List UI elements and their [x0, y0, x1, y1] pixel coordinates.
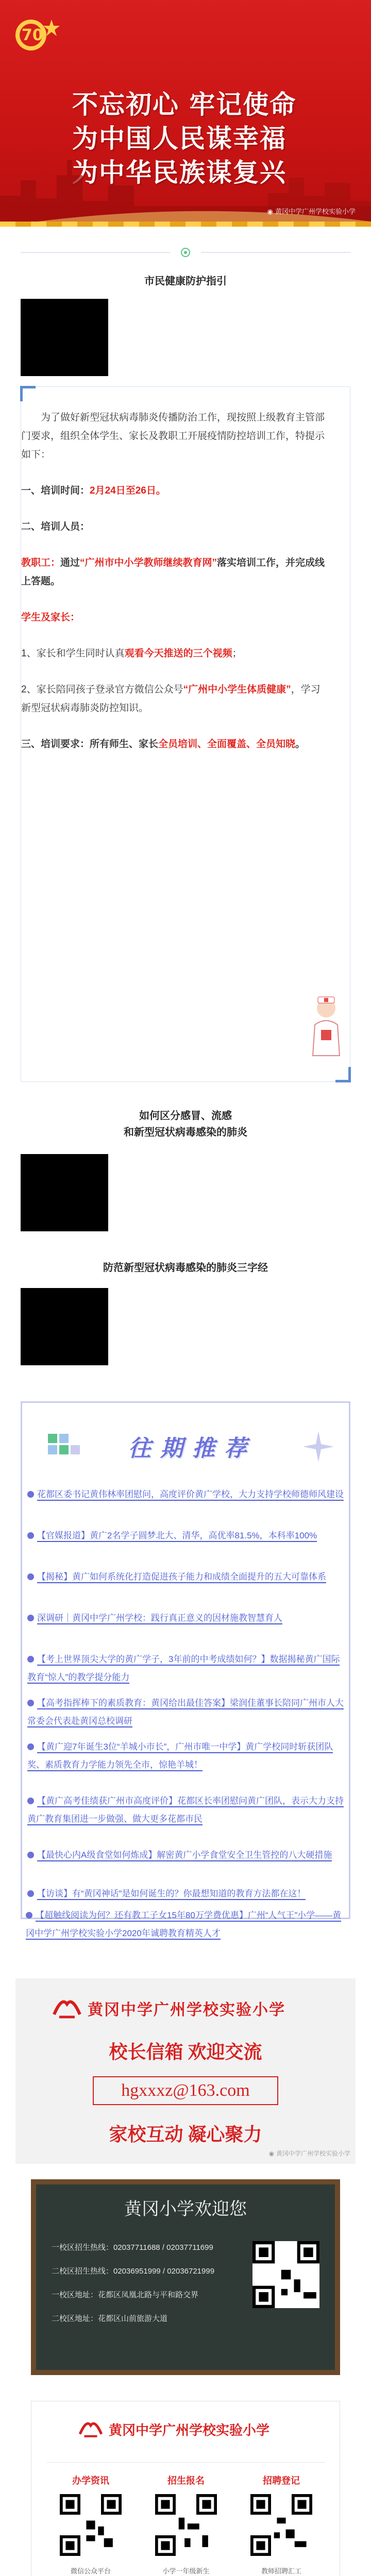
card-corner-decor [335, 1067, 351, 1082]
mailbox-slogan-2: 家校互动 凝心聚力 [109, 2124, 262, 2145]
grid-decor-icon [43, 1423, 89, 1470]
nurse-illustration-icon [306, 994, 347, 1061]
recommendations-header [22, 1403, 349, 1485]
bullet-dot-icon [26, 1912, 32, 1919]
qr-col-title: 办学资讯 [72, 2476, 109, 2486]
notice-body [21, 409, 325, 771]
bullet-dot-icon [27, 1852, 34, 1858]
notice-item-parents-label: 学生及家长： [21, 612, 80, 623]
mailbox-slogan-1: 校长信箱 欢迎交流 [109, 2042, 262, 2062]
notice-item-parents-2: 2、家长陪同孩子登录官方微信公众号“广州中小学生体质健康”，学习新型冠状病毒肺炎防控知识。 [21, 684, 321, 714]
qr-caption: 小学一年级新生 [162, 2567, 210, 2575]
qr-code-icon[interactable] [60, 2494, 122, 2556]
chalkboard-title: 黄冈小学欢迎您 [124, 2199, 247, 2219]
notice-item-requirement: 三、培训要求：所有师生、家长全员培训、全面覆盖、全员知晓。 [21, 739, 306, 750]
wechat-watermark: ◉ 黄冈中学广州学校实验小学 [267, 208, 356, 216]
bullet-dot-icon [27, 1615, 34, 1621]
contact-chalkboard [31, 2179, 340, 2375]
notice-card [21, 386, 350, 1082]
link-item[interactable]: 【访谈】有“黄冈神话”是如何诞生的？你最想知道的教育方法都在这！ [27, 1885, 344, 1903]
principal-email[interactable]: hgxxxz@163.com [93, 2076, 278, 2105]
qr-code-icon [252, 2241, 319, 2308]
header-banner [0, 0, 371, 227]
qr-caption: 教师招聘汇工 [261, 2567, 301, 2575]
notice-item-parents-1: 1、家长和学生同时认真观看今天推送的三个视频； [21, 648, 242, 659]
bullet-dot-icon [27, 1656, 34, 1663]
school-logo-icon [52, 1994, 82, 2020]
qr-codes-card [31, 2401, 340, 2576]
bullet-dot-icon [27, 1890, 34, 1897]
sparkle-decor-icon [300, 1429, 336, 1465]
qr-caption: 微信公众平台 [70, 2567, 111, 2575]
wechat-icon: ◉ [267, 208, 275, 216]
notice-item-staff: 教职工：通过“广州市中小学教师继续教育网”落实培训工作，并完成线上答题。 [21, 557, 325, 587]
bullet-dot-icon [27, 1743, 34, 1750]
notice-item-people: 二、培训人员： [21, 521, 90, 532]
bullet-dot-icon [27, 1532, 34, 1539]
past-recommendations-panel [21, 1401, 350, 1919]
school-logo-icon [78, 2417, 104, 2438]
banner-ribbon [0, 222, 371, 227]
qr-col-title: 招聘登记 [263, 2476, 300, 2486]
link-item[interactable]: 【超触线阅读为何？还有教工子女15年80万学费优惠】广州“人气王”小学——黄冈中学广州学校实验小学2020年诚聘教育精英人才 [26, 1906, 342, 1942]
decorative-divider [21, 246, 350, 259]
slogan-line: 为中华民族谋复兴 [72, 157, 286, 188]
mailbox-watermark: ◉ 黄冈中学广州学校实验小学 [268, 2150, 350, 2157]
slogan-line: 为中国人民谋幸福 [72, 123, 286, 154]
notice-item-time: 一、培训时间：2月24日至26日。 [21, 485, 166, 496]
qr-divider [47, 2462, 325, 2463]
contact-line: 一校区地址：花都区凤凰北路与平和路交界 [52, 2291, 199, 2299]
slogan-line: 不忘初心 牢记使命 [72, 89, 297, 120]
contact-line: 二校区地址：花都区山前旅游大道 [52, 2314, 168, 2323]
chalkboard-surface [36, 2184, 335, 2370]
link-item[interactable]: 【官媒报道】黄广2名学子圆梦北大、清华，高优率81.5%，本科率100% [27, 1527, 344, 1545]
link-item[interactable]: 【考上世界顶尖大学的黄广学子，3年前的中考成绩如何？】数据揭秘黄广国际教育“惊人”的教学提分能力 [27, 1650, 344, 1686]
notice-intro: 为了做好新型冠状病毒肺炎传播防治工作，现按照上级教育主管部门要求，组织全体学生、家长及教职工开展疫情防控培训工作，特提示如下： [21, 412, 325, 460]
70th-anniversary-logo-icon [10, 9, 62, 61]
link-item[interactable]: 【揭秘】黄广如何系统化打造促进孩子能力和成绩全面提升的五大可靠体系 [27, 1568, 344, 1586]
video-thumbnail-1[interactable] [21, 299, 108, 376]
link-item[interactable]: 【黄广高考佳绩获广州市高度评价】花都区长率团慰问黄广团队，表示大力支持黄广教育集团进一步做强、做大更多花都市民 [27, 1792, 344, 1828]
qr-school-name: 黄冈中学广州学校实验小学 [109, 2422, 270, 2438]
section-title-prevention-rhyme: 防范新型冠状病毒感染的肺炎三字经 [103, 1262, 268, 1274]
link-item[interactable]: 【高考指挥棒下的素质教育：黄冈给出最佳答案】梁润佳董事长陪同广州市人大常委会代表赴黄冈总校调研 [27, 1694, 344, 1730]
section-title-flu-distinction: 如何区分感冒、流感 和新型冠状病毒感染的肺炎 [124, 1110, 247, 1138]
contact-lines [52, 2236, 242, 2331]
principal-mailbox-card [15, 1978, 356, 2164]
qr-col-title: 招生报名 [167, 2476, 205, 2486]
link-item[interactable]: 【最快心内A级食堂如何炼成】解密黄广小学食堂安全卫生管控的八大硬措施 [27, 1846, 344, 1864]
bullet-dot-icon [27, 1573, 34, 1580]
recommendations-title: 往期推荐 [128, 1435, 256, 1462]
video-thumbnail-2[interactable] [21, 1154, 108, 1231]
svg-text:70: 70 [22, 26, 43, 44]
card-corner-decor [20, 386, 36, 401]
contact-line: 一校区招生热线：02037711688 / 02037711699 [52, 2243, 213, 2252]
link-item[interactable]: 深调研｜黄冈中学广州学校：践行真正意义的因材施教智慧育人 [27, 1609, 344, 1627]
bullet-dot-icon [27, 1798, 34, 1804]
link-item[interactable]: 花都区委书记黄伟林率团慰问，高度评价黄广学校，大力支持学校师德师风建设 [27, 1485, 344, 1503]
mailbox-school-name: 黄冈中学广州学校实验小学 [88, 2002, 285, 2019]
bullet-dot-icon [27, 1700, 34, 1706]
qr-code-icon[interactable] [250, 2494, 312, 2556]
contact-line: 二校区招生热线：02036951999 / 02036721999 [52, 2267, 215, 2276]
section-title-health-guide: 市民健康防护指引 [144, 276, 227, 287]
video-thumbnail-3[interactable] [21, 1288, 108, 1365]
qr-code-icon[interactable] [155, 2494, 217, 2556]
link-item[interactable]: 【黄广迎7年诞生3位“羊城小市长”，广州市唯一中学】黄广学校同时斩获团队奖、素质教育力学能力领先全市，惊艳羊城！ [27, 1738, 344, 1774]
bullet-dot-icon [27, 1491, 34, 1498]
